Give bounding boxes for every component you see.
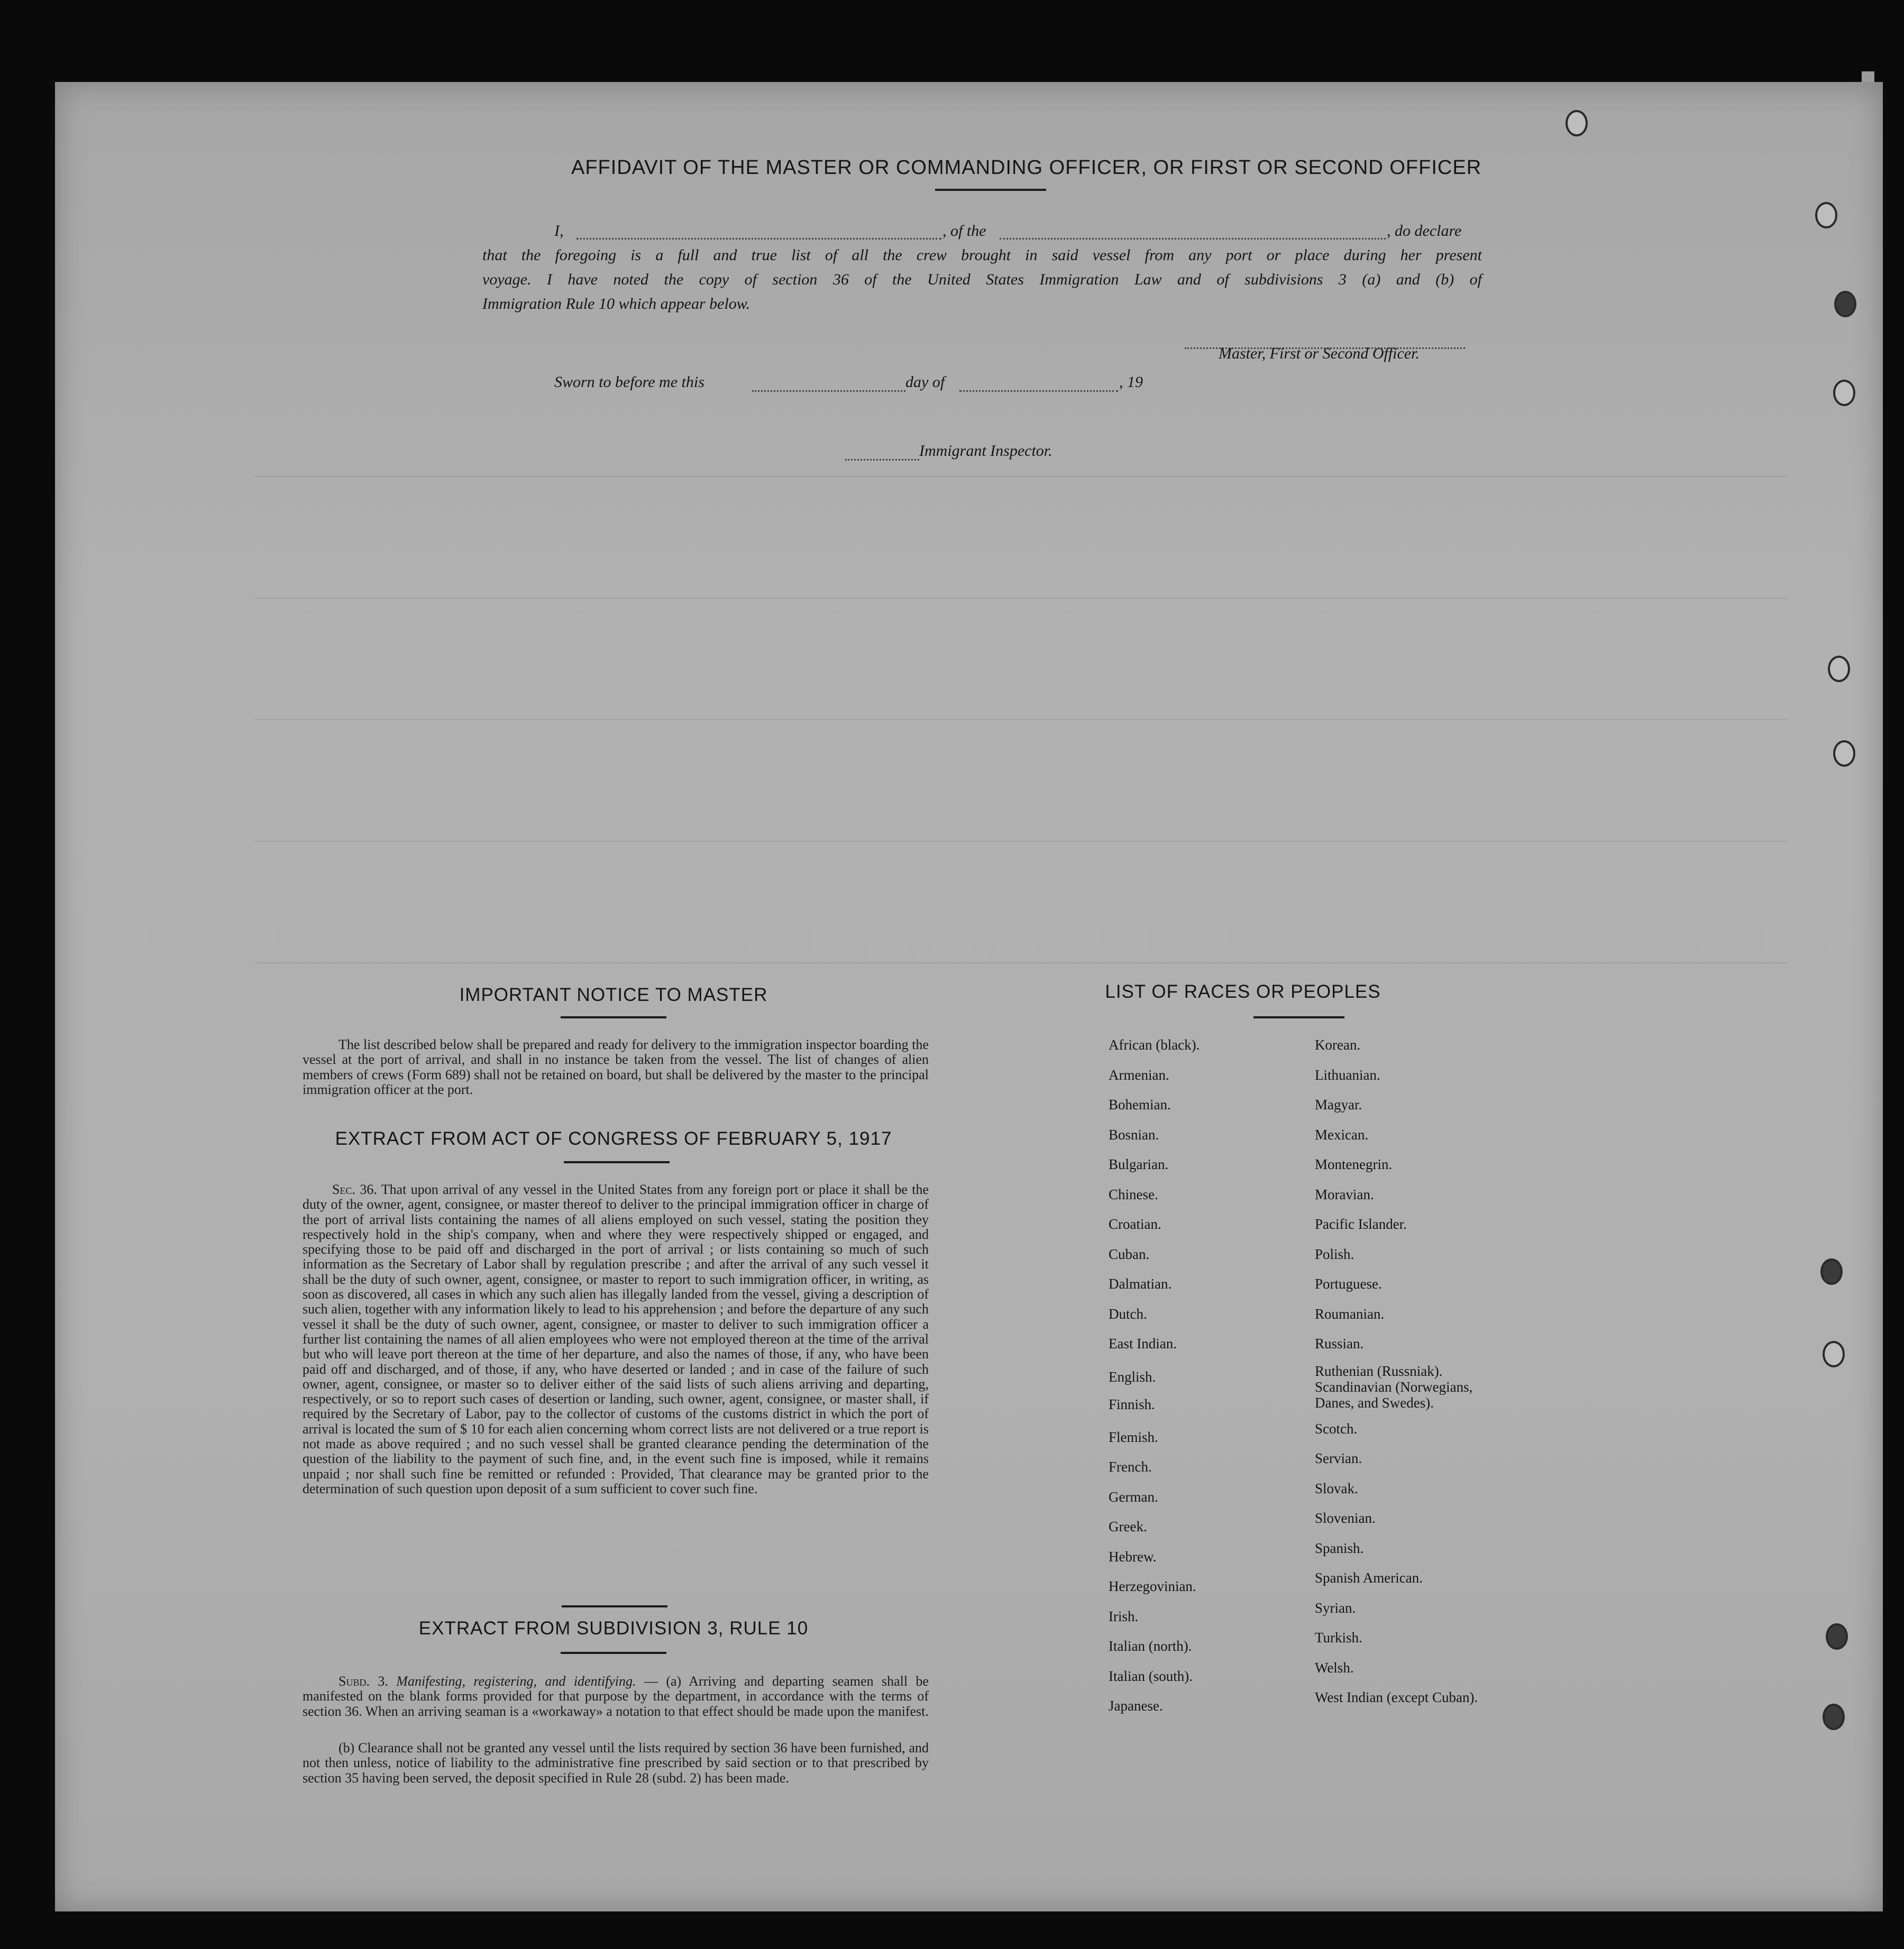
race-item: Ruthenian (Russniak). [1315,1363,1443,1379]
race-item: Spanish American. [1315,1570,1423,1586]
notice-text: The list described below shall be prepared and ready for delivery to the immigration inspector boarding the vessel at the port of arrival, and shall in no instance be taken from the vessel. The list of changes of alien members of crews (Form 689) shall not be retained on board, but shall be delivered by the master to the principal immigration officer at the port. [303,1037,929,1097]
race-item: African (black). [1109,1037,1200,1053]
race-item: English. [1109,1368,1156,1385]
race-item: Herzegovinian. [1109,1578,1196,1594]
punch-hole-icon [1826,1623,1848,1650]
race-item: Mexican. [1315,1126,1369,1143]
races-column-2 [1315,1030,1478,1713]
sworn-day-field[interactable] [752,390,905,392]
race-item: Turkish. [1315,1630,1362,1645]
race-item: Montenegrin. [1315,1156,1393,1172]
bleed-through-line [254,841,1788,842]
race-item: Italian (south). [1109,1668,1193,1684]
race-item: Chinese. [1109,1186,1158,1202]
race-item: Bohemian. [1109,1097,1171,1113]
punch-hole-icon [1833,380,1855,406]
act-extract-body: That upon arrival of any vessel in the United States from any foreign port or place it shall be the duty of the owner, agent, consignee, or master thereof to deliver to the principal immigration officer in charge of the port of arrival lists containing the names of all aliens employed on such vessel, stating the position they respectively hold in the ship's company, when and where they were respectively shipped or engaged, and specifying those to be paid off and discharged in the port of arrival ; or lists containing so much of such information as the Secretary of Labor shall by regulation prescribe ; and after the arrival of any such vessel it shall be the duty of such owner, agent, consignee, or master to report to such immigration officer, in writing, as soon as discovered, all cases in which any such alien has illegally landed from the vessel, giving a description of such alien, together with any information likely to lead to his apprehension ; and before the departure of any such vessel it shall be the duty of such owner, agent, consignee, or master to deliver to such immigration officer a further list containing the names of all alien employees who were not employed thereon at the time of the arrival but who will leave port thereon at the time of her departure, and also the names of those, if any, who have been paid off and discharged, and of those, if any, who have deserted or landed ; and in case of the failure of such owner, agent, consignee, or master so to deliver either of the said lists of such aliens arriving and departing, respectively, or so to report such cases of desertion or landing, such owner, agent, consignee, or master shall, if required by the Secretary of Labor, pay to the collector of customs of the customs district in which the port of arrival is located the sum of $ 10 for each alien concerning whom correct lists are not delivered or a true report is not made as above required ; and no such vessel shall be granted clearance pending the determination of the question of the liability to the payment of such fine, and, in the event such fine is imposed, while it remains unpaid ; nor shall such fine be remitted or refunded : Provided, That clearance may be granted prior to the determination of such question upon deposit of a sum sufficient to cover such fine. [303,1182,929,1496]
race-item: Flemish. [1109,1429,1158,1445]
title-underline [1253,1016,1344,1018]
of-the-label: , of the [942,222,986,240]
inspector-signature-field[interactable] [845,459,919,461]
subd-para-a-text: — (a) Arriving and departing seamen shall be manifested on the blank forms provided for that purpose by the department, in accordance with the terms of section 36. When an arriving seaman is a «workaway» a notation to that effect should be made upon the manifest. [303,1674,929,1719]
statement-line-1: that the foregoing is a full and true list of all the crew brought in said vessel from any port or place during her present [482,246,1482,264]
punch-hole-icon [1828,656,1850,682]
subd-label: Subd. 3. [338,1674,388,1689]
sworn-label: Sworn to before me this [554,373,704,391]
race-item: West Indian (except Cuban). [1315,1689,1478,1705]
race-item: East Indian. [1109,1336,1177,1352]
declare-label: , do declare [1387,222,1462,240]
punch-hole-icon [1815,202,1837,228]
title-underline [564,1161,670,1163]
name-field[interactable] [576,238,941,240]
section-label: Sec. 36. [332,1182,377,1197]
race-item: Hebrew. [1109,1548,1157,1565]
subd-heading: Manifesting, registering, and identifying. [396,1674,636,1689]
act-extract-text [303,1182,929,1496]
bleed-through-line [254,476,1788,477]
race-item: Dalmatian. [1109,1276,1172,1292]
race-item: Japanese. [1109,1698,1163,1714]
rule-para-b: (b) Clearance shall not be granted any vessel until the lists required by section 36 have been furnished, and not then unless, notice of liability to the administrative fine prescribed by said section or to that prescribed by section 35 having been served, the deposit specified in Rule 28 (subd. 2) has been made. [303,1740,929,1786]
race-item: Portuguese. [1315,1276,1382,1292]
bleed-through-line [254,962,1788,963]
punch-hole-icon [1820,1258,1843,1285]
race-item: Armenian. [1109,1067,1169,1083]
race-item: Scandinavian (Norwegians, [1315,1378,1473,1395]
section-divider [562,1605,667,1607]
race-item: Polish. [1315,1246,1354,1262]
i-label: I, [554,222,564,240]
races-column-1 [1109,1030,1200,1721]
race-item: Korean. [1315,1037,1361,1053]
act-extract-title: EXTRACT FROM ACT OF CONGRESS OF FEBRUARY 5, 1917 [335,1128,892,1149]
race-item: German. [1109,1488,1158,1505]
bleed-through-line [254,597,1788,599]
race-item: Finnish. [1109,1396,1155,1412]
race-item: Croatian. [1109,1216,1161,1232]
statement-line-3: Immigration Rule 10 which appear below. [482,295,750,312]
rule-para-a [303,1674,929,1719]
race-item: Syrian. [1315,1599,1356,1616]
affidavit-title: AFFIDAVIT OF THE MASTER OR COMMANDING OFFICER, OR FIRST OR SECOND OFFICER [571,157,1482,179]
race-item: Irish. [1109,1608,1139,1624]
punch-hole-icon [1834,291,1856,317]
race-item: Scotch. [1315,1420,1358,1437]
race-item: Magyar. [1315,1097,1362,1113]
master-signature-label: Master, First or Second Officer. [1219,345,1420,362]
punch-hole-icon [1833,740,1855,767]
race-item: Bosnian. [1109,1126,1159,1143]
punch-hole-icon [1566,110,1588,136]
inspector-label: Immigrant Inspector. [919,442,1052,459]
title-underline [935,189,1046,191]
race-item: Danes, and Swedes). [1315,1394,1434,1411]
race-item: Moravian. [1315,1186,1374,1202]
title-underline [561,1652,666,1654]
race-item: Greek. [1109,1519,1147,1534]
punch-hole-icon [1823,1704,1845,1730]
race-item: Slovenian. [1315,1510,1376,1526]
bleed-through-line [254,719,1788,720]
race-item: Welsh. [1315,1659,1354,1676]
notice-title: IMPORTANT NOTICE TO MASTER [459,985,768,1005]
race-item: Lithuanian. [1315,1067,1380,1083]
sworn-month-field[interactable] [959,390,1118,392]
year-label: , 19 [1119,373,1143,391]
race-item: French. [1109,1459,1152,1475]
title-underline [561,1016,666,1018]
race-item: Russian. [1315,1336,1364,1352]
race-item: Spanish. [1315,1540,1364,1556]
race-item: Italian (north). [1109,1638,1192,1654]
race-item: Cuban. [1109,1246,1150,1262]
race-item: Bulgarian. [1109,1156,1169,1172]
race-item: Servian. [1315,1450,1362,1466]
race-item: Pacific Islander. [1315,1216,1407,1232]
races-title: LIST OF RACES OR PEOPLES [1105,981,1381,1002]
punch-hole-icon [1823,1341,1845,1367]
race-item: Roumanian. [1315,1306,1385,1322]
vessel-field[interactable] [1000,238,1386,240]
day-of-label: day of [905,373,945,391]
race-item: Slovak. [1315,1480,1358,1496]
race-item: Dutch. [1109,1306,1147,1322]
rule-extract-title: EXTRACT FROM SUBDIVISION 3, RULE 10 [418,1618,809,1639]
statement-line-2: voyage. I have noted the copy of section 36 of the United States Immigration Law and of subdivisions 3 (a) and (b) of [482,271,1482,288]
